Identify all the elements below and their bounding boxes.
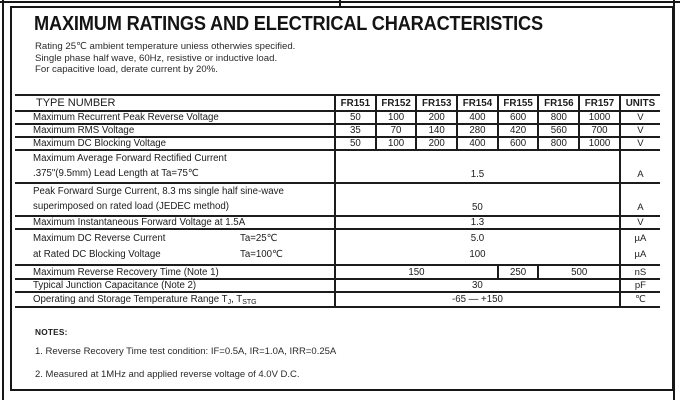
param-value: -65 — +150 (335, 292, 620, 307)
param-label: Typical Junction Capacitance (Note 2) (15, 279, 335, 292)
page-column-rule-left (2, 0, 4, 400)
param-value: 560 (538, 124, 579, 137)
param-label: Maximum Reverse Recovery Time (Note 1) (15, 265, 335, 279)
param-label: Maximum Recurrent Peak Reverse Voltage (15, 111, 335, 124)
param-value: 200 (416, 137, 457, 150)
param-value: 600 (498, 111, 539, 124)
param-label-line2 (33, 249, 334, 260)
param-label: Maximum DC Blocking Voltage (15, 137, 335, 150)
param-value: 800 (538, 111, 579, 124)
ratings-table (15, 94, 660, 308)
param-label (15, 292, 335, 307)
col-header-fr156: FR156 (538, 95, 579, 111)
param-value-fr156-157: 500 (538, 265, 619, 279)
param-label (15, 150, 335, 183)
param-value: 30 (335, 279, 620, 292)
rating-conditions (35, 41, 295, 76)
param-label: Maximum RMS Voltage (15, 124, 335, 137)
param-label-line2: .375"(9.5mm) Lead Length at Ta=75℃ (33, 168, 199, 179)
param-unit: V (620, 124, 660, 137)
param-unit: pF (620, 279, 660, 292)
param-label: Maximum Instantaneous Forward Voltage at 1.5A (15, 216, 335, 229)
param-value: 400 (457, 137, 498, 150)
param-value: 35 (335, 124, 376, 137)
col-header-fr155: FR155 (498, 95, 539, 111)
row-peak-forward-surge-current (15, 183, 660, 216)
condition-line-2: Single phase half wave, 60Hz, resistive or inductive load. (35, 52, 278, 64)
row-junction-capacitance (15, 279, 660, 292)
col-header-fr153: FR153 (416, 95, 457, 111)
page-title: MAXIMUM RATINGS AND ELECTRICAL CHARACTERISTICS (34, 13, 543, 35)
param-condition: Ta=100℃ (240, 249, 283, 260)
param-value: 200 (416, 111, 457, 124)
param-value (335, 229, 620, 265)
param-unit: V (620, 111, 660, 124)
condition-line-1: Rating 25℃ ambient temperature uniess otherwies specified. (35, 41, 296, 52)
row-average-forward-current (15, 150, 660, 183)
header-row (15, 95, 660, 111)
param-unit: ℃ (620, 292, 660, 307)
units-header: UNITS (620, 95, 660, 111)
param-unit (620, 229, 660, 265)
param-value: 50 (335, 137, 376, 150)
param-label-text: Maximum DC Reverse Current (33, 233, 166, 244)
row-dc-blocking-voltage (15, 137, 660, 150)
param-value: 700 (579, 124, 620, 137)
param-value: 100 (376, 111, 417, 124)
row-forward-voltage (15, 216, 660, 229)
param-unit-100c: µA (634, 249, 647, 260)
param-value: 280 (457, 124, 498, 137)
notes-section (35, 327, 336, 391)
param-value-fr155: 250 (498, 265, 539, 279)
param-value-100c: 100 (469, 249, 486, 260)
param-unit: nS (620, 265, 660, 279)
param-label-line1: Peak Forward Surge Current, 8.3 ms single half sine-wave (33, 186, 284, 197)
param-condition: Ta=25℃ (240, 233, 278, 244)
param-label-line2: superimposed on rated load (JEDEC method) (33, 201, 230, 212)
row-reverse-recovery-time (15, 265, 660, 279)
param-value: 140 (416, 124, 457, 137)
param-value-25c: 5.0 (470, 233, 485, 244)
param-value: 800 (538, 137, 579, 150)
col-header-fr151: FR151 (335, 95, 376, 111)
param-value: 1000 (579, 137, 620, 150)
param-value: 50 (335, 183, 620, 216)
param-value: 400 (457, 111, 498, 124)
param-unit: V (620, 216, 660, 229)
param-value: 1.3 (335, 216, 620, 229)
param-label-text: , T (231, 293, 243, 305)
row-rms-voltage (15, 124, 660, 137)
param-label (15, 229, 335, 265)
col-header-fr152: FR152 (376, 95, 417, 111)
param-value: 600 (498, 137, 539, 150)
notes-heading: NOTES: (35, 327, 68, 337)
param-label-line1: Maximum Average Forward Rectified Current (33, 153, 227, 164)
param-unit-25c: µA (634, 233, 647, 244)
param-value: 100 (376, 137, 417, 150)
param-value: 70 (376, 124, 417, 137)
param-value: 1000 (579, 111, 620, 124)
col-header-fr154: FR154 (457, 95, 498, 111)
param-label-text: at Rated DC Blocking Voltage (33, 249, 161, 260)
param-label-text: Operating and Storage Temperature Range T (33, 293, 228, 305)
col-header-fr157: FR157 (579, 95, 620, 111)
param-unit: A (620, 183, 660, 216)
param-unit: V (620, 137, 660, 150)
subscript-j: J (227, 298, 232, 306)
param-value-fr151-154: 150 (335, 265, 498, 279)
row-recurrent-peak-reverse-voltage (15, 111, 660, 124)
subscript-stg: STG (242, 298, 257, 306)
condition-line-3: For capacitive load, derate current by 20%. (35, 64, 218, 76)
row-dc-reverse-current (15, 229, 660, 265)
param-label (15, 183, 335, 216)
note-item-2: 2. Measured at 1MHz and applied reverse voltage of 4.0V D.C. (35, 368, 300, 380)
row-operating-storage-temperature (15, 292, 660, 307)
param-value: 1.5 (335, 150, 620, 183)
param-label-line1 (33, 233, 334, 244)
param-value: 50 (335, 111, 376, 124)
note-item-1: 1. Reverse Recovery Time test condition: IF=0.5A, IR=1.0A, IRR=0.25A (35, 346, 337, 357)
param-unit: A (620, 150, 660, 183)
type-number-header: TYPE NUMBER (15, 95, 335, 111)
param-value: 420 (498, 124, 539, 137)
